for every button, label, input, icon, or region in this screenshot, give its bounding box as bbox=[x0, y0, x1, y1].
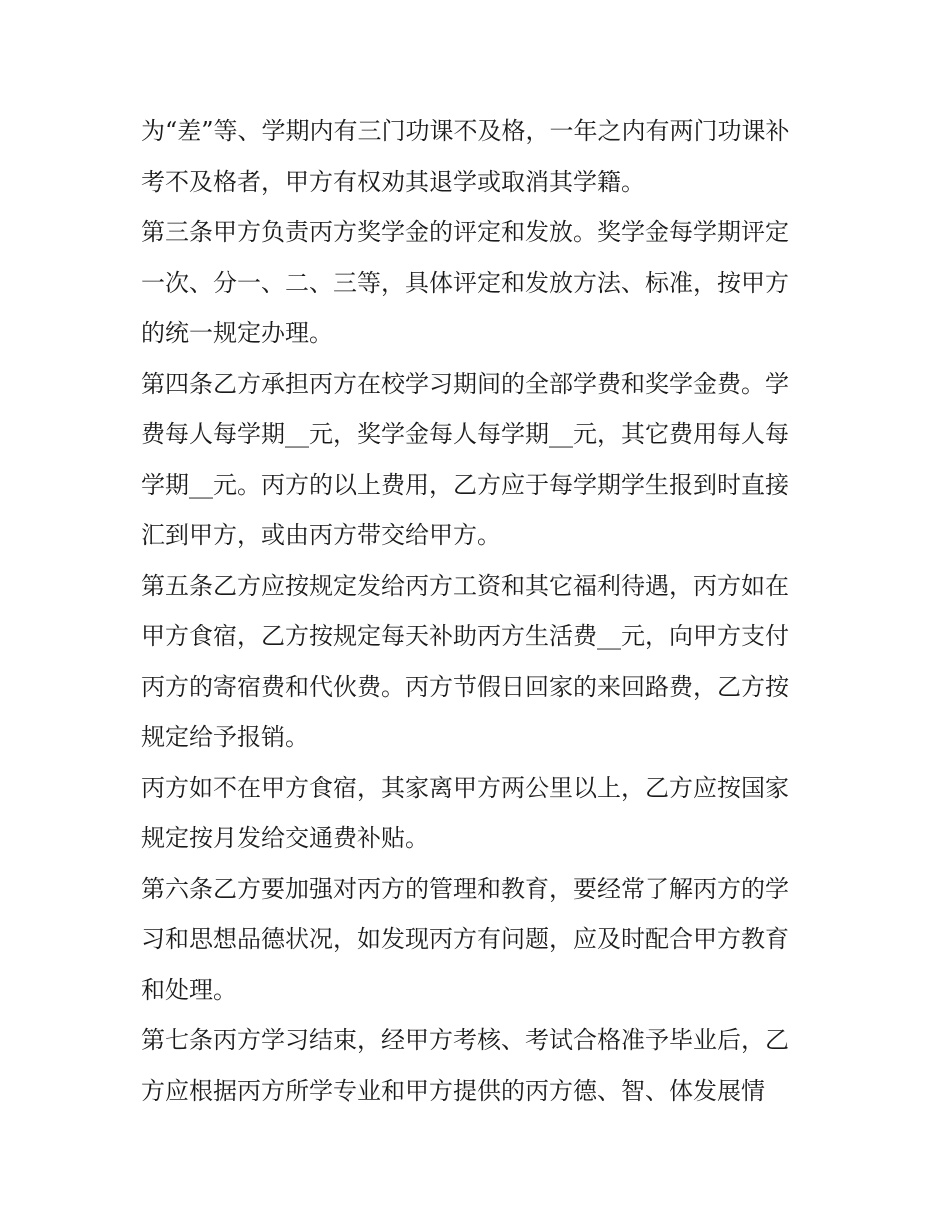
text-line: 丙方的寄宿费和代伙费。丙方节假日回家的来回路费，乙方按 bbox=[141, 672, 789, 701]
text-line: 的统一规定办理。 bbox=[141, 319, 333, 347]
text-line: 一次、分一、二、三等，具体评定和发放方法、标准，按甲方 bbox=[141, 268, 789, 297]
text-line: 第四条乙方承担丙方在校学习期间的全部学费和奖学金费。学 bbox=[141, 369, 789, 398]
document-body bbox=[141, 106, 813, 1116]
text-line: 第七条丙方学习结束，经甲方考核、考试合格准予毕业后，乙 bbox=[141, 1026, 789, 1054]
text-line: 习和思想品德状况，如发现丙方有问题，应及时配合甲方教育 bbox=[141, 925, 789, 953]
text-line: 和处理。 bbox=[141, 975, 237, 1004]
paragraph-article-5 bbox=[141, 561, 813, 763]
text-line: 学期__元。丙方的以上费用，乙方应于每学期学生报到时直接 bbox=[141, 470, 789, 499]
text-line: 方应根据丙方所学专业和甲方提供的丙方德、智、体发展情 bbox=[141, 1076, 765, 1105]
text-line: 规定给予报销。 bbox=[141, 723, 309, 751]
text-line: 第六条乙方要加强对丙方的管理和教育，要经常了解丙方的学 bbox=[141, 874, 789, 903]
text-line: 第三条甲方负责丙方奖学金的评定和发放。奖学金每学期评定 bbox=[141, 218, 789, 246]
paragraph-article-4 bbox=[141, 359, 813, 561]
paragraph-article-3 bbox=[141, 207, 813, 359]
paragraph-article-7 bbox=[141, 1015, 813, 1116]
text-line: 甲方食宿，乙方按规定每天补助丙方生活费__元，向甲方支付 bbox=[141, 622, 789, 650]
text-line: 费每人每学期__元，奖学金每人每学期__元，其它费用每人每 bbox=[141, 420, 789, 448]
text-line: 考不及格者，甲方有权劝其退学或取消其学籍。 bbox=[141, 167, 645, 196]
text-line: 丙方如不在甲方食宿，其家离甲方两公里以上，乙方应按国家 bbox=[141, 773, 789, 802]
text-line: 规定按月发给交通费补贴。 bbox=[141, 824, 429, 852]
paragraph-article-6 bbox=[141, 864, 813, 1016]
text-line: 汇到甲方，或由丙方带交给甲方。 bbox=[141, 521, 501, 549]
text-line: 为“差”等、学期内有三门功课不及格，一年之内有两门功课补 bbox=[141, 117, 790, 145]
text-line: 第五条乙方应按规定发给丙方工资和其它福利待遇，丙方如在 bbox=[141, 571, 789, 600]
paragraph-continuation bbox=[141, 106, 813, 207]
paragraph-article-5-supplement bbox=[141, 763, 813, 864]
